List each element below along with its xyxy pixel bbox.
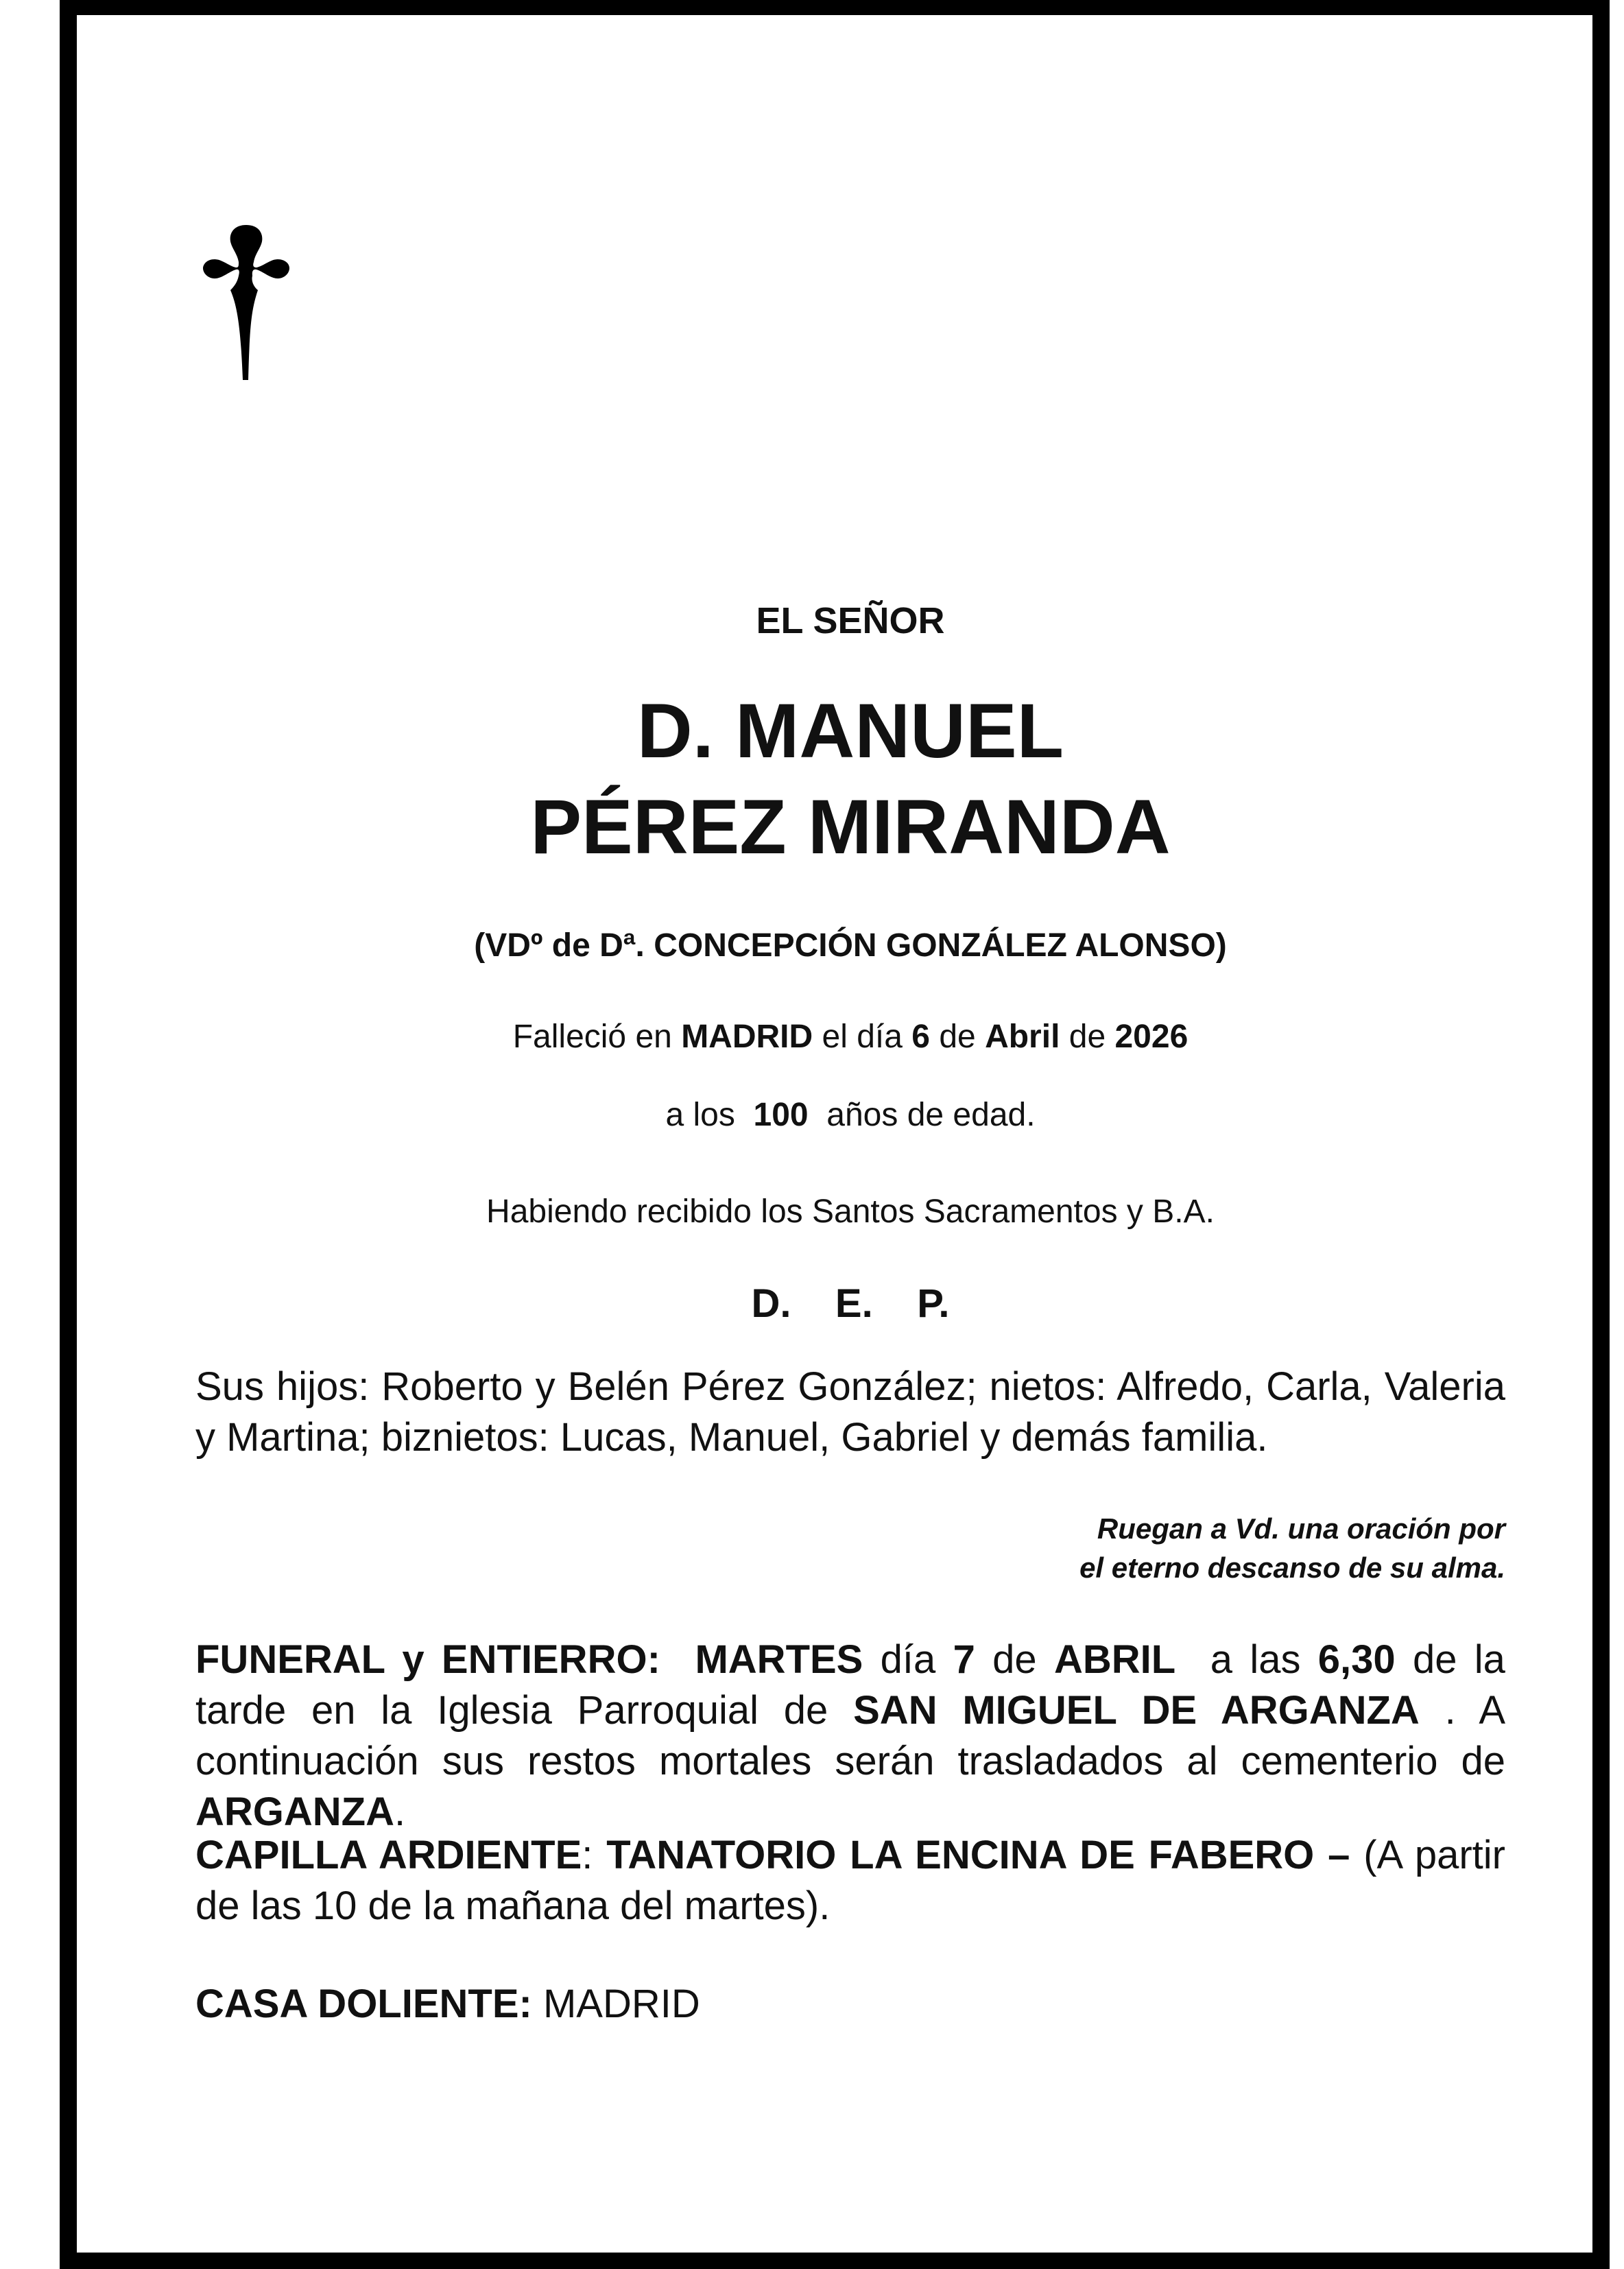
funeral-info <box>195 1635 1505 1838</box>
text: de <box>992 1637 1037 1682</box>
text: de <box>1068 1019 1106 1055</box>
chapel-info <box>195 1830 1505 1932</box>
text: Falleció en <box>512 1019 672 1055</box>
deceased-name-line1: D. MANUEL <box>636 688 1064 774</box>
widower-of: (VDº de Dª. CONCEPCIÓN GONZÁLEZ ALONSO) <box>474 927 1227 964</box>
age-value: 100 <box>753 1097 809 1133</box>
death-place: MADRID <box>681 1019 813 1055</box>
prayer-line: Ruegan a Vd. una oración por <box>1097 1512 1505 1545</box>
text: día <box>880 1637 936 1682</box>
text: . <box>394 1790 406 1834</box>
funeral-label: FUNERAL y ENTIERRO: <box>195 1637 660 1682</box>
text: . A continuación sus restos mortales serán trasladados al cementerio de <box>195 1688 1506 1783</box>
funeral-time: 6,30 <box>1317 1637 1396 1682</box>
funeral-weekday: MARTES <box>695 1637 863 1682</box>
chapel-label: CAPILLA ARDIENTE <box>195 1833 582 1877</box>
death-info <box>195 1021 1505 1054</box>
funeral-month: ABRIL <box>1053 1637 1176 1682</box>
cross-icon <box>203 225 289 380</box>
death-year: 2026 <box>1114 1019 1189 1055</box>
death-month: Abril <box>985 1019 1060 1055</box>
funeral-day: 7 <box>953 1637 975 1682</box>
sacraments: Habiendo recibido los Santos Sacramentos y B.A. <box>486 1193 1215 1230</box>
text: : <box>582 1833 593 1877</box>
chapel-place: TANATORIO LA ENCINA DE FABERO – <box>606 1833 1350 1877</box>
text: de <box>939 1019 976 1055</box>
dep-e: E. <box>835 1281 873 1326</box>
house-value: MADRID <box>542 1982 700 2026</box>
prayer-line: el eterno descanso de su alma. <box>1079 1552 1505 1584</box>
death-day: 6 <box>911 1019 930 1055</box>
dep-d: D. <box>751 1281 791 1326</box>
funeral-cemetery: ARGANZA <box>195 1790 394 1834</box>
funeral-church: SAN MIGUEL DE ARGANZA <box>853 1688 1420 1733</box>
deceased-name-line2: PÉREZ MIRANDA <box>530 784 1171 870</box>
text: a los <box>665 1097 735 1133</box>
title: EL SEÑOR <box>756 600 945 641</box>
family-text: Sus hijos: Roberto y Belén Pérez González; nietos: Alfredo, Carla, Valeria y Martina; biznietos: Lucas, Manuel, Gabriel y demás familia. <box>195 1364 1505 1460</box>
text: a las <box>1210 1637 1301 1682</box>
text: años de edad. <box>826 1097 1036 1133</box>
dep-p: P. <box>917 1281 950 1326</box>
house-info <box>195 1979 1505 2030</box>
chapel-note: (A partir de las 10 de la mañana del martes). <box>195 1833 1505 1928</box>
dep <box>195 1281 1505 1326</box>
age-info <box>195 1099 1505 1132</box>
text: de la tarde en la Iglesia Parroquial de <box>195 1637 1505 1733</box>
house-label: CASA DOLIENTE: <box>195 1982 532 2026</box>
prayer-request <box>195 1509 1505 1587</box>
text: el día <box>822 1019 903 1055</box>
